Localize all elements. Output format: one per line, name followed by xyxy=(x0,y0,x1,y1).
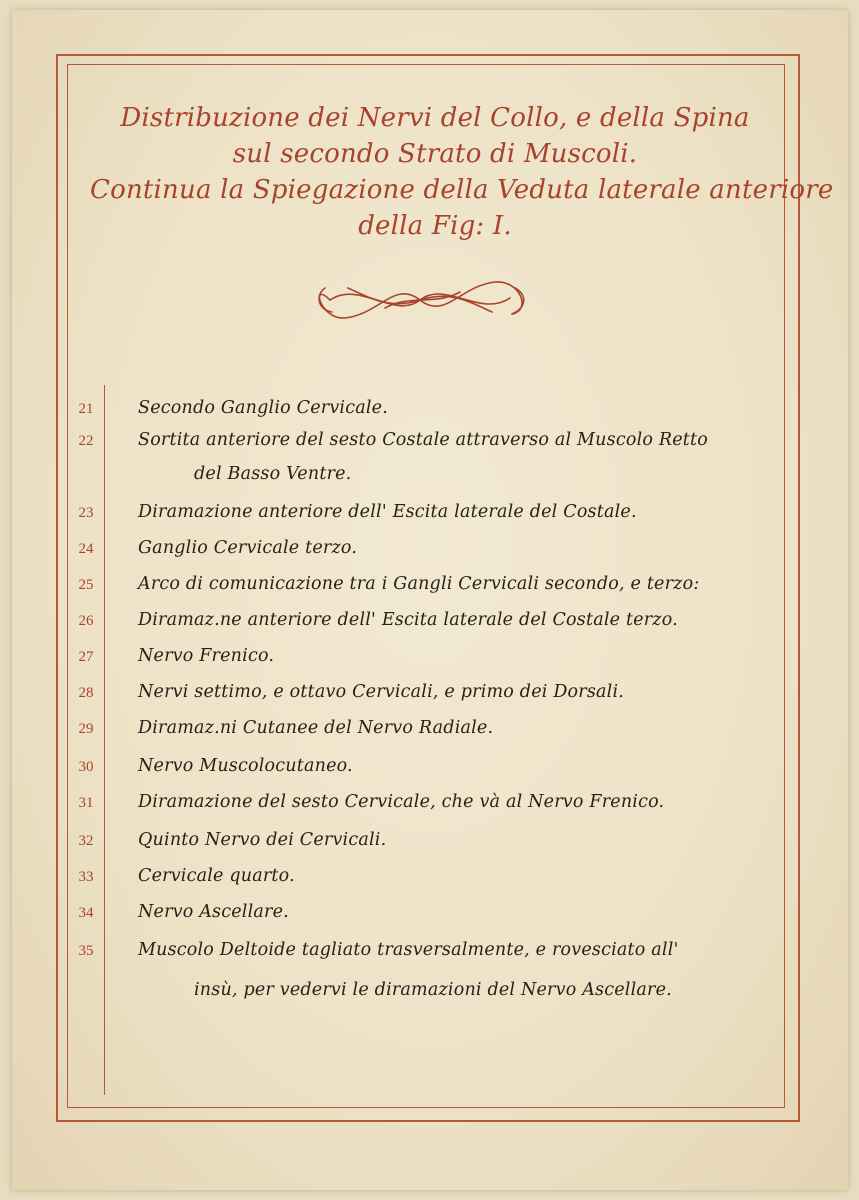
entry-number: 31 xyxy=(78,795,94,811)
entry-text: Nervo Frenico. xyxy=(138,646,275,666)
entry-number: 21 xyxy=(78,401,94,417)
title-line-4: della Fig: I. xyxy=(358,211,512,241)
entry-text: Diramazione del sesto Cervicale, che và al Nervo Frenico. xyxy=(138,792,665,812)
page-title xyxy=(90,100,834,244)
title-line-3: Continua la Spiegazione della Veduta laterale anteriore xyxy=(90,175,834,205)
entry-text-continuation: insù, per vedervi le diramazioni del Nervo Ascellare. xyxy=(194,980,672,1000)
title-line-2: sul secondo Strato di Muscoli. xyxy=(232,139,638,169)
entry-number: 32 xyxy=(78,833,94,849)
entry-text: Diramaz.ni Cutanee del Nervo Radiale. xyxy=(138,718,494,738)
entry-number: 33 xyxy=(78,869,94,885)
entry-number: 29 xyxy=(78,721,94,737)
entry-number: 26 xyxy=(78,613,94,629)
entry-number: 34 xyxy=(78,905,94,921)
entry-text: Quinto Nervo dei Cervicali. xyxy=(138,830,387,850)
entry-text: Ganglio Cervicale terzo. xyxy=(138,538,358,558)
number-margin-rule xyxy=(104,385,105,1095)
entry-text: Nervi settimo, e ottavo Cervicali, e primo dei Dorsali. xyxy=(138,682,625,702)
entry-number: 24 xyxy=(78,541,94,557)
calligraphic-flourish-ornament xyxy=(300,270,540,330)
title-line-1: Distribuzione dei Nervi del Collo, e della Spina xyxy=(120,103,750,133)
entry-number: 35 xyxy=(78,943,94,959)
entry-text: Nervo Ascellare. xyxy=(138,902,289,922)
entry-text: Diramazione anteriore dell' Escita laterale del Costale. xyxy=(138,502,637,522)
entry-text: Arco di comunicazione tra i Gangli Cervicali secondo, e terzo: xyxy=(138,574,700,594)
entry-number: 22 xyxy=(78,433,94,449)
entry-number: 28 xyxy=(78,685,94,701)
entry-number: 30 xyxy=(78,759,94,775)
entry-text: Sortita anteriore del sesto Costale attraverso al Muscolo Retto xyxy=(138,430,708,450)
entry-text: Cervicale quarto. xyxy=(138,866,295,886)
entry-number: 25 xyxy=(78,577,94,593)
entry-number: 27 xyxy=(78,649,94,665)
entry-text: Muscolo Deltoide tagliato trasversalmente, e rovesciato all' xyxy=(138,940,679,960)
entry-text-continuation: del Basso Ventre. xyxy=(194,464,352,484)
entry-text: Secondo Ganglio Cervicale. xyxy=(138,398,388,418)
entry-number: 23 xyxy=(78,505,94,521)
entry-text: Nervo Muscolocutaneo. xyxy=(138,756,353,776)
entry-text: Diramaz.ne anteriore dell' Escita laterale del Costale terzo. xyxy=(138,610,678,630)
